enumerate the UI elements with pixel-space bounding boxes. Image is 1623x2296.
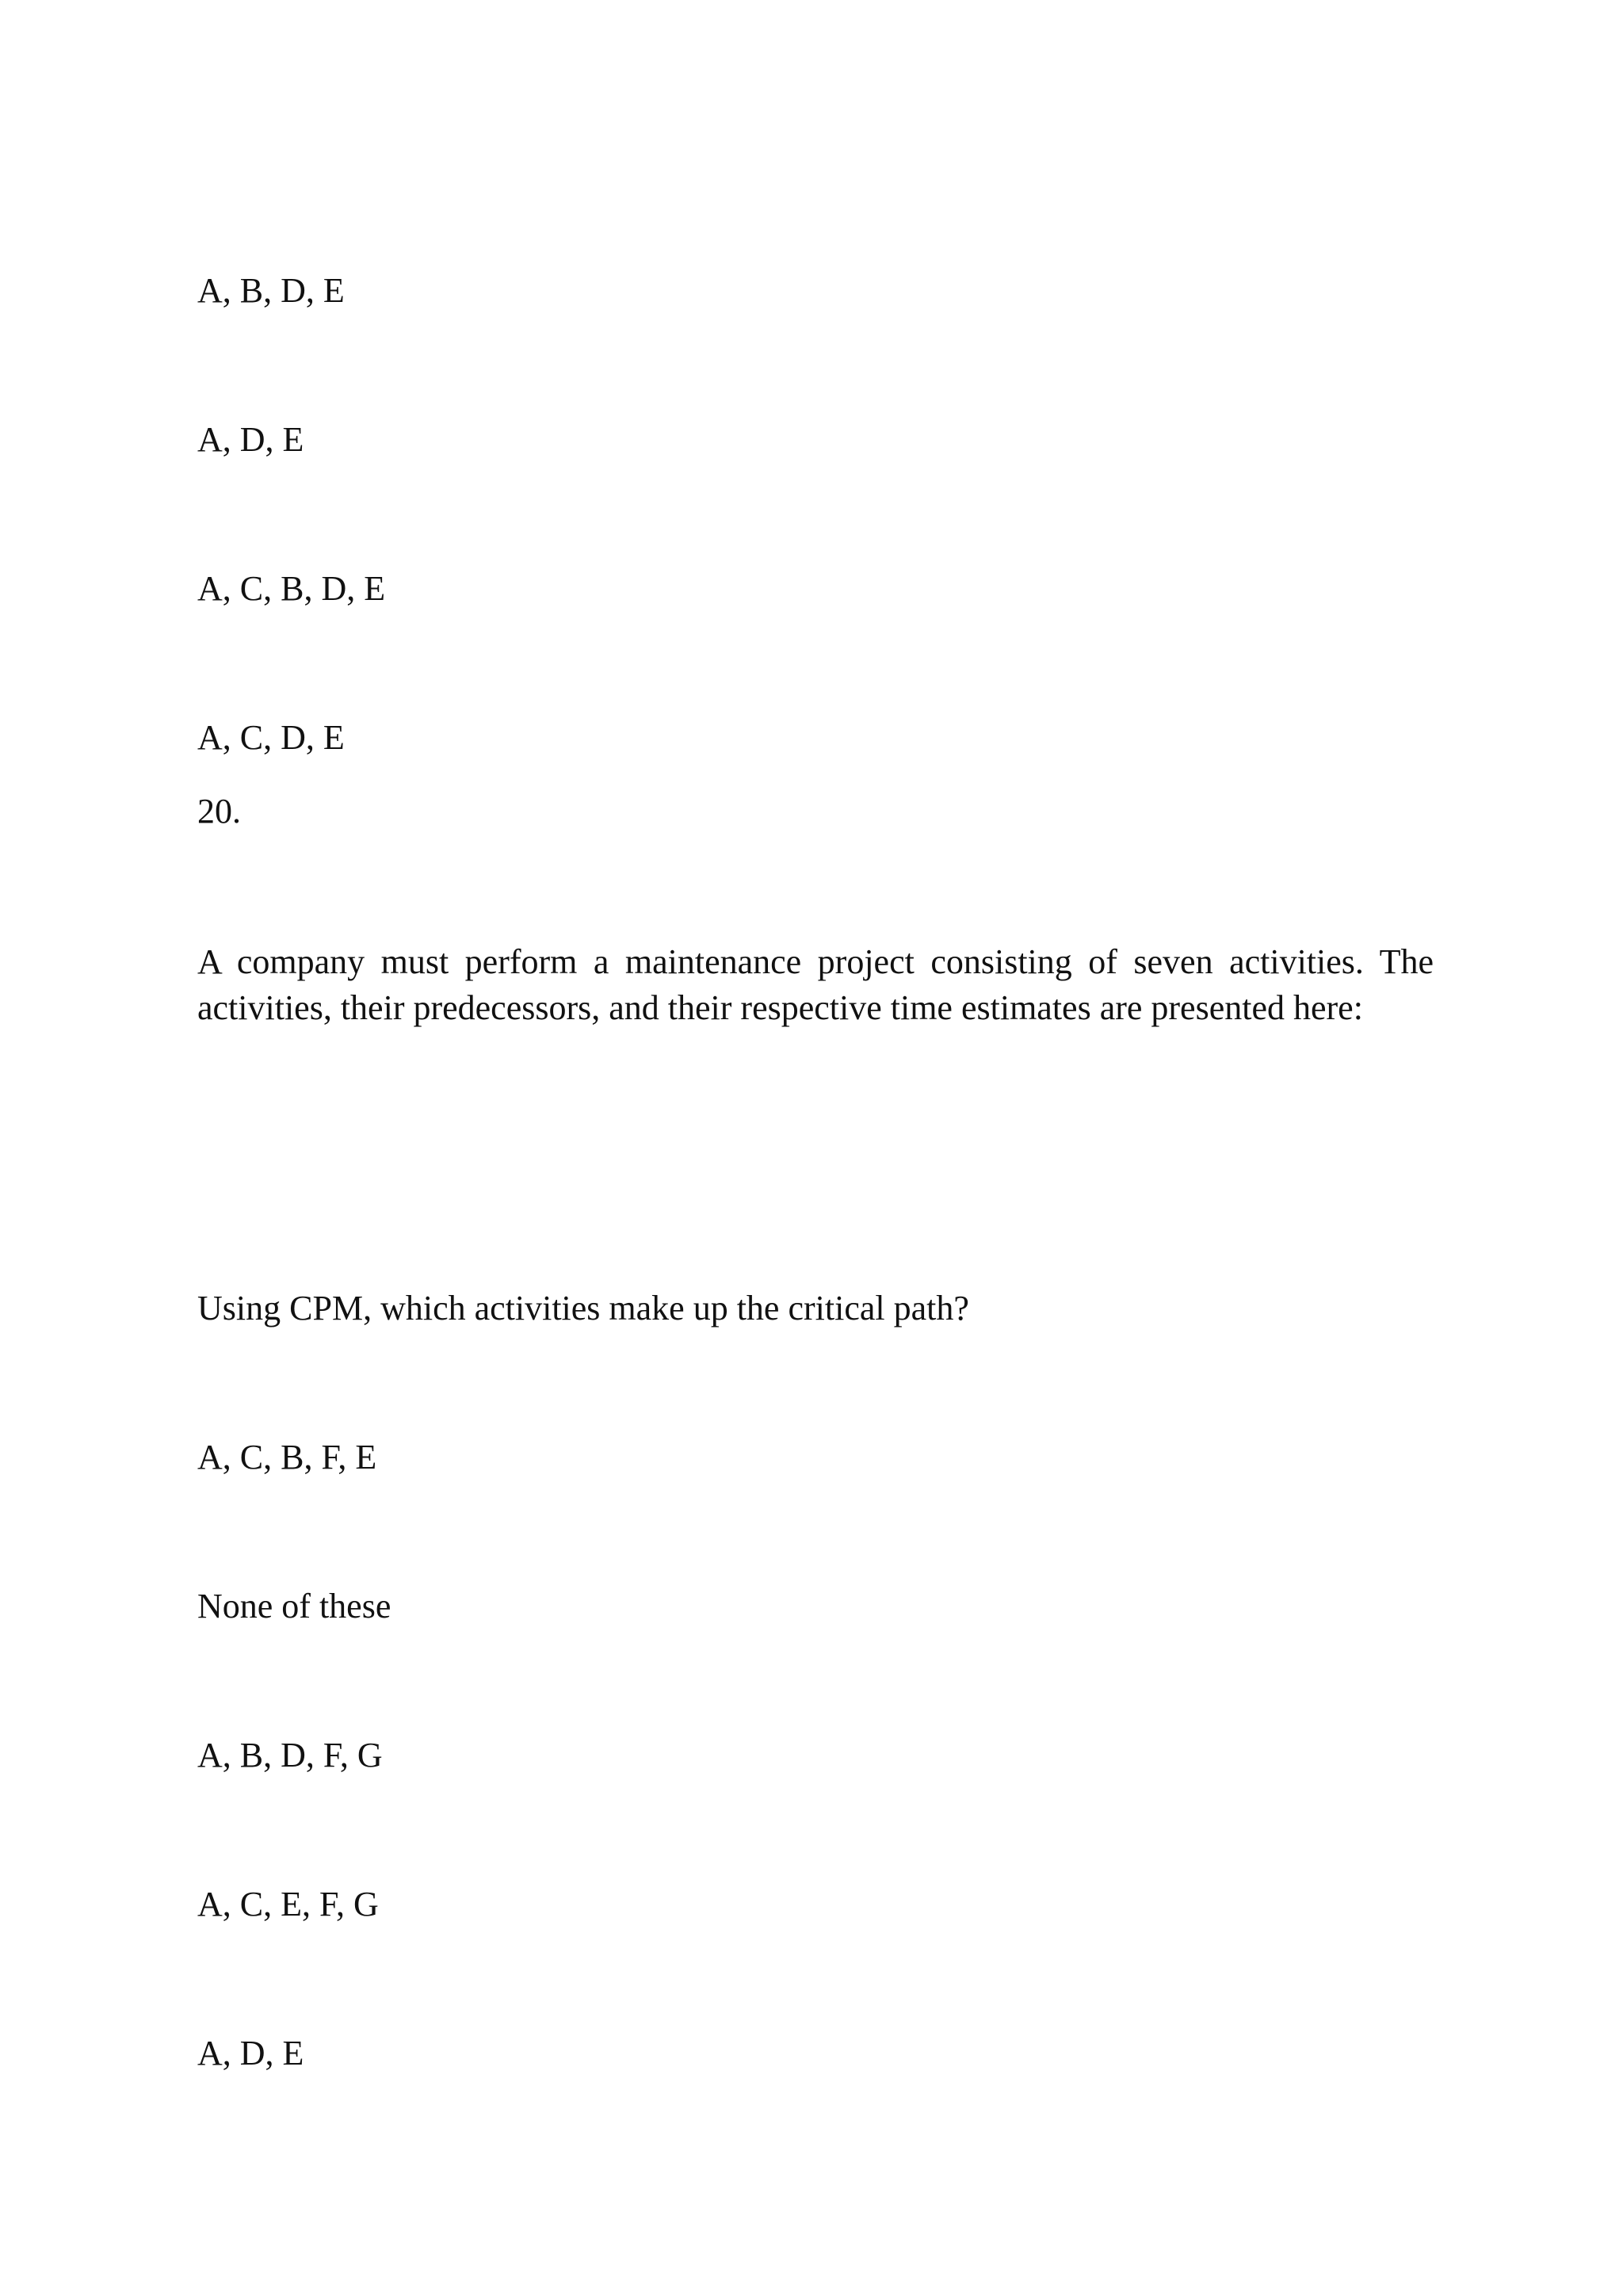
previous-answer-option: A, D, E — [197, 420, 304, 459]
answer-option: A, D, E — [197, 2034, 304, 2073]
answer-option: A, C, E, F, G — [197, 1885, 379, 1924]
question-number: 20. — [197, 792, 241, 831]
answer-option: A, C, B, F, E — [197, 1438, 377, 1477]
previous-answer-option: A, B, D, E — [197, 271, 345, 310]
question-text: A company must perform a maintenance project consisting of seven activities. The activities, their predecessors, and their respective time estimates are presented here: — [197, 942, 1434, 1027]
answer-option: A, B, D, F, G — [197, 1736, 383, 1775]
question-prompt: Using CPM, which activities make up the critical path? — [197, 1289, 969, 1328]
previous-answer-option: A, C, D, E — [197, 718, 345, 757]
previous-answer-option: A, C, B, D, E — [197, 569, 386, 608]
answer-option: None of these — [197, 1587, 391, 1626]
